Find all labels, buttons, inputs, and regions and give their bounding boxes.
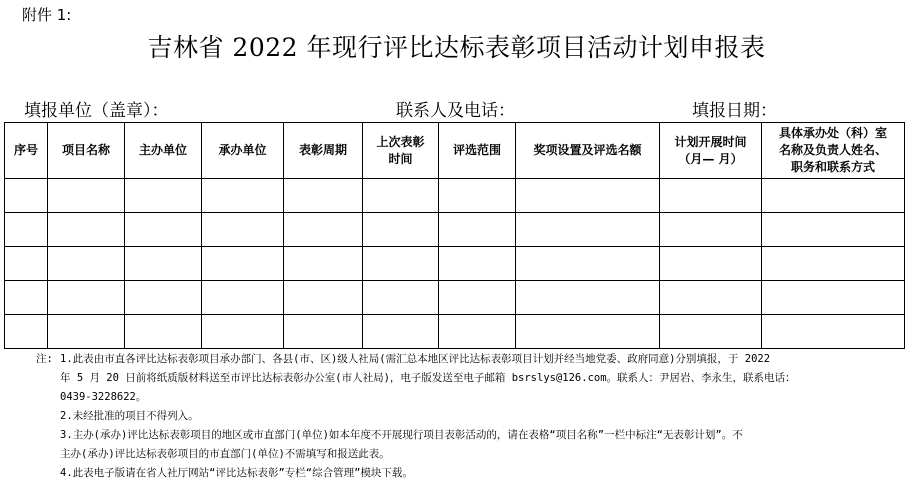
note-text: 4.此表电子版请在省人社厅网站“评比达标表彰”专栏“综合管理”模块下载。 [60,467,413,479]
table-cell[interactable] [125,315,202,349]
table-cell[interactable] [48,179,125,213]
table-cell[interactable] [5,315,48,349]
table-cell[interactable] [48,281,125,315]
table-cell[interactable] [660,213,762,247]
attachment-label: 附件 1: [22,6,72,24]
table-cell[interactable] [439,213,516,247]
column-header: 表彰周期 [284,123,363,179]
table-cell[interactable] [516,315,660,349]
table-cell[interactable] [439,247,516,281]
table-cell[interactable] [516,179,660,213]
table-cell[interactable] [660,247,762,281]
table-cell[interactable] [660,281,762,315]
note-text: 年 5 月 20 日前将纸质版材料送至市评比达标表彰办公室(市人社局)，电子版发送至电子邮箱 bsrslys@126.com。联系人：尹居岩、李永生，联系电话： [60,372,796,384]
table-row [5,179,905,213]
notes-prefix: 注: [36,353,53,365]
table-cell[interactable] [125,179,202,213]
table-cell[interactable] [762,179,905,213]
table-cell[interactable] [284,213,363,247]
table-cell[interactable] [48,213,125,247]
note-text: 3.主办(承办)评比达标表彰项目的地区或市直部门(单位)如本年度不开展现行项目表彰活动的，请在表格“项目名称”一栏中标注“无表彰计划”。不 [60,429,743,441]
table-header-row [5,123,905,179]
note-line [36,369,906,388]
table-cell[interactable] [363,315,439,349]
table-cell[interactable] [284,179,363,213]
table-cell[interactable] [5,213,48,247]
note-line [36,407,906,426]
table-cell[interactable] [363,247,439,281]
note-line [36,445,906,464]
table-cell[interactable] [48,315,125,349]
table-cell[interactable] [202,281,284,315]
table-cell[interactable] [284,315,363,349]
table-cell[interactable] [202,213,284,247]
table-cell[interactable] [284,281,363,315]
table-cell[interactable] [516,281,660,315]
contact-label: 联系人及电话： [396,101,515,121]
column-header: 计划开展时间 （月— 月） [660,123,762,179]
reporting-unit-label: 填报单位（盖章）： [24,101,169,121]
column-header: 具体承办处（科）室 名称及负责人姓名、 职务和联系方式 [762,123,905,179]
note-line [36,388,906,407]
column-header: 项目名称 [48,123,125,179]
table-cell[interactable] [202,179,284,213]
note-line [36,464,906,483]
table-cell[interactable] [439,281,516,315]
note-text: 主办(承办)评比达标表彰项目的市直部门(单位)不需填写和报送此表。 [60,448,390,460]
note-text: 1.此表由市直各评比达标表彰项目承办部门、各县(市、区)级人社局(需汇总本地区评比达标表彰项目计划并经当地党委、政府同意)分别填报，于 2022 [60,353,771,365]
table-cell[interactable] [5,247,48,281]
column-header: 承办单位 [202,123,284,179]
table-cell[interactable] [284,247,363,281]
table-cell[interactable] [762,213,905,247]
table-row [5,315,905,349]
column-header: 奖项设置及评选名额 [516,123,660,179]
table-row [5,247,905,281]
table-cell[interactable] [516,247,660,281]
table-cell[interactable] [202,247,284,281]
table-cell[interactable] [363,213,439,247]
table-cell[interactable] [439,179,516,213]
note-text: 2.未经批准的项目不得列入。 [60,410,199,422]
note-line [36,350,906,369]
note-text: 0439-3228622。 [60,391,147,403]
table-cell[interactable] [660,315,762,349]
table-row [5,213,905,247]
note-line [36,426,906,445]
table-cell[interactable] [762,281,905,315]
table-cell[interactable] [762,315,905,349]
table-cell[interactable] [125,213,202,247]
table-cell[interactable] [439,315,516,349]
table-cell[interactable] [363,179,439,213]
column-header: 上次表彰 时间 [363,123,439,179]
report-date-label: 填报日期： [692,101,777,121]
table-cell[interactable] [125,247,202,281]
table-cell[interactable] [516,213,660,247]
table-cell[interactable] [5,179,48,213]
table-cell[interactable] [363,281,439,315]
table-cell[interactable] [202,315,284,349]
notes-section [36,350,906,483]
column-header: 序号 [5,123,48,179]
form-title: 吉林省 2022 年现行评比达标表彰项目活动计划申报表 [147,33,766,62]
table-cell[interactable] [762,247,905,281]
application-table [4,122,905,349]
table-cell[interactable] [125,281,202,315]
column-header: 评选范围 [439,123,516,179]
table-cell[interactable] [48,247,125,281]
table-cell[interactable] [5,281,48,315]
table-cell[interactable] [660,179,762,213]
table-row [5,281,905,315]
column-header: 主办单位 [125,123,202,179]
